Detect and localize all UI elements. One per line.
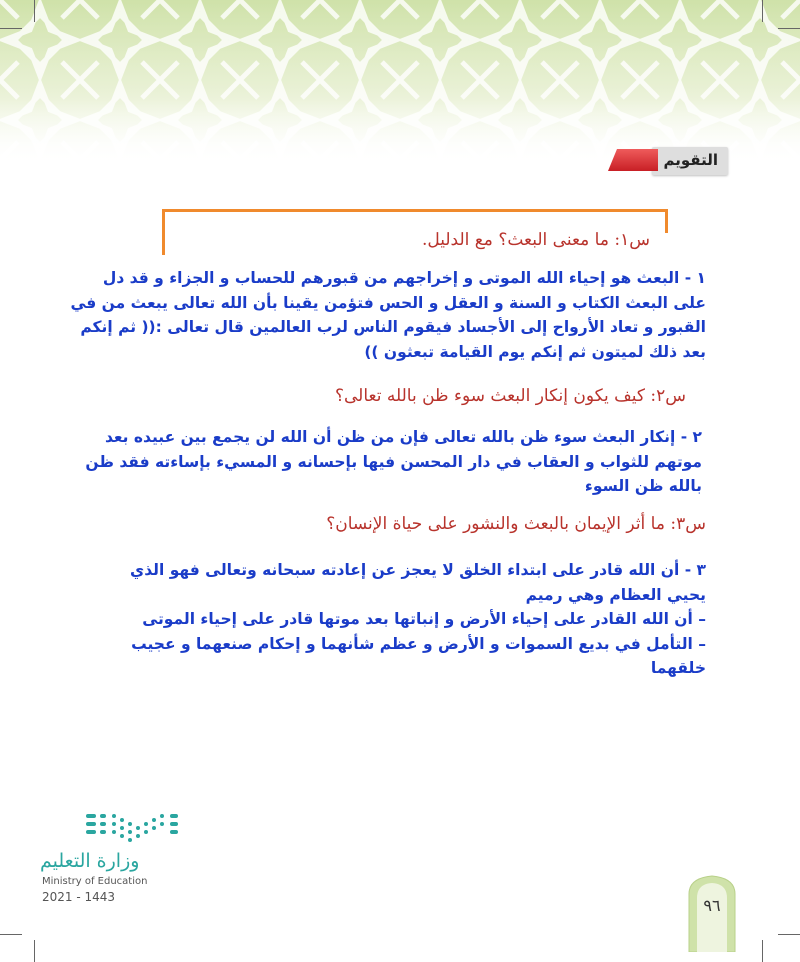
crop-mark [0, 934, 22, 935]
answer-line: القبور و تعاد الأرواح إلى الأجساد فيقوم الناس لرب العالمين قال تعالى :(( ثم إنكم [80, 318, 706, 336]
crop-mark [778, 28, 800, 29]
answer-line: موتهم للثواب و العقاب في دار المحسن فيها بإحسانه و المسيء بإساءته فقد ظن [85, 452, 702, 471]
ministry-name-ar: وزارة التعليم [40, 850, 140, 872]
ministry-name-en: Ministry of Education [42, 876, 148, 887]
geometric-pattern-icon [0, 0, 800, 165]
page-number-tab [683, 872, 741, 952]
answer-line: يحيي العظام وهي رميم [525, 585, 706, 604]
section-label: التقويم [663, 151, 718, 169]
question-frame-right [665, 209, 668, 233]
crop-mark [762, 940, 763, 962]
answer-line: على البعث الكتاب و السنة و العقل و الحس فتؤمن يقينا بأن الله تعالى يبعث من في [70, 293, 706, 312]
question-frame-top [165, 209, 668, 212]
question-1: س١: ما معنى البعث؟ مع الدليل. [421, 230, 650, 250]
crop-mark [0, 28, 22, 29]
answer-1 [70, 266, 706, 364]
ministry-year: 2021 - 1443 [42, 890, 116, 904]
answer-line: ١ - البعث هو إحياء الله الموتى و إخراجهم من قبورهم للحساب و الجزاء و قد دل [102, 269, 706, 287]
answer-3 [126, 558, 706, 681]
dots-logo-icon [84, 810, 224, 846]
answer-2 [85, 425, 702, 499]
answer-line: ٣ - أن الله قادر على ابتداء الخلق لا يعجز عن إعادته سبحانه وتعالى فهو الذي [130, 561, 706, 579]
question-3: س٣: ما أثر الإيمان بالبعث والنشور على حياة الإنسان؟ [326, 514, 706, 534]
crop-mark [34, 940, 35, 962]
answer-line: بعد ذلك لميتون ثم إنكم يوم القيامة تبعثون )) [364, 342, 706, 361]
crop-mark [762, 0, 763, 22]
answer-line: – التأمل في بديع السموات و الأرض و عظم شأنهما و إحكام صنعهما و عجيب [131, 634, 706, 653]
crop-mark [778, 934, 800, 935]
answer-line: خلقهما [650, 659, 706, 677]
header-pattern [0, 0, 800, 165]
answer-line: ٢ - إنكار البعث سوء ظن بالله تعالى فإن من ظن أن الله لن يجمع بين عبيده بعد [104, 428, 702, 446]
section-tab [604, 147, 728, 175]
answer-line: – أن الله القادر على إحياء الأرض و إنباتها بعد موتها قادر على إحياء الموتى [142, 610, 706, 628]
page-number: ٩٦ [703, 896, 721, 915]
question-frame-left [162, 209, 165, 255]
ministry-logo [40, 810, 190, 904]
question-2: س٢: كيف يكون إنكار البعث سوء ظن بالله تعالى؟ [334, 386, 686, 406]
answer-line: بالله ظن السوء [584, 477, 702, 495]
section-tab-red-icon [608, 149, 658, 171]
crop-mark [34, 0, 35, 22]
